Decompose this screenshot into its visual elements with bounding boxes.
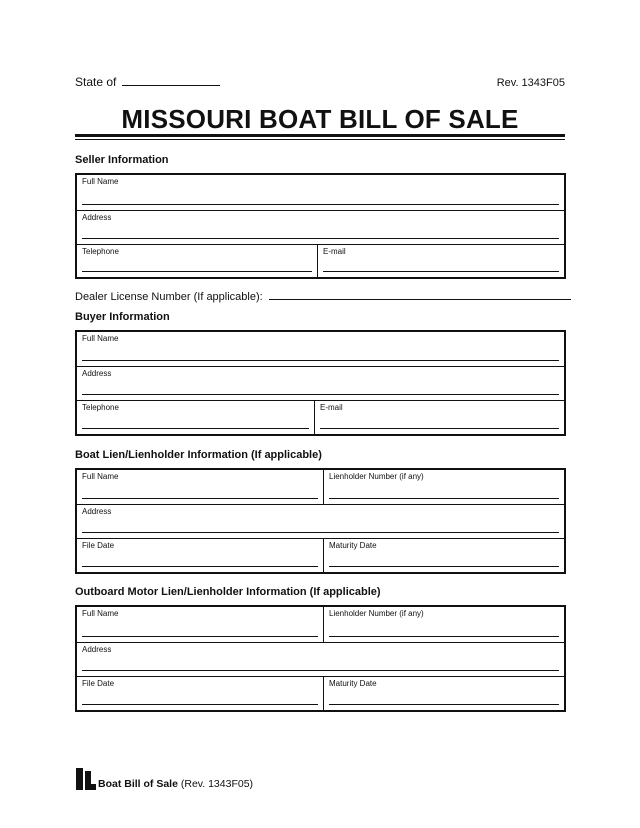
buyer-telephone-label: Telephone <box>82 403 119 412</box>
motor-lien-full-name-field[interactable] <box>77 607 323 642</box>
title-rule-thick <box>75 134 565 137</box>
seller-telephone-field[interactable] <box>77 245 317 277</box>
state-of-label: State of <box>75 75 117 89</box>
seller-address-line <box>82 238 559 239</box>
seller-email-field[interactable] <box>317 245 564 277</box>
dealer-license-input-line[interactable] <box>269 290 571 300</box>
boat-lien-address-field[interactable] <box>77 505 564 538</box>
footer-revision: (Rev. 1343F05) <box>180 778 254 790</box>
motor-lien-maturity-date-field[interactable] <box>323 677 564 710</box>
dealer-license-field <box>75 290 571 303</box>
motor-lien-number-field[interactable] <box>323 607 564 642</box>
motor-lien-address-row <box>77 642 564 676</box>
seller-address-field[interactable] <box>77 211 564 244</box>
motor-lien-full-name-label: Full Name <box>82 609 119 618</box>
motor-lien-maturity-date-label: Maturity Date <box>329 679 377 688</box>
seller-form <box>75 173 566 279</box>
boat-lien-form <box>75 468 566 574</box>
dealer-license-label: Dealer License Number (If applicable): <box>75 291 263 303</box>
motor-lien-address-line <box>82 670 559 671</box>
boat-lien-maturity-date-field[interactable] <box>323 539 564 572</box>
state-of-input-line[interactable] <box>122 76 220 86</box>
boat-lien-full-name-label: Full Name <box>82 472 119 481</box>
seller-full-name-row <box>77 175 564 210</box>
boat-lien-full-name-field[interactable] <box>77 470 323 504</box>
revision-label: Rev. 1343F05 <box>496 77 565 89</box>
buyer-full-name-line <box>82 360 559 361</box>
boat-lien-full-name-line <box>82 498 318 499</box>
state-of-field <box>75 75 220 89</box>
seller-full-name-field[interactable] <box>77 175 564 210</box>
buyer-contact-row <box>77 400 564 434</box>
seller-contact-row <box>77 244 564 277</box>
motor-lien-section-title: Outboard Motor Lien/Lienholder Information (If applicable) <box>75 586 381 598</box>
motor-lien-name-row <box>77 607 564 642</box>
boat-lien-file-date-field[interactable] <box>77 539 323 572</box>
boat-lien-number-line <box>329 498 559 499</box>
motor-lien-dates-row <box>77 676 564 710</box>
footer <box>76 768 253 790</box>
boat-lien-maturity-date-line <box>329 566 559 567</box>
seller-address-label: Address <box>82 213 112 222</box>
buyer-telephone-field[interactable] <box>77 401 314 434</box>
buyer-address-line <box>82 394 559 395</box>
seller-full-name-line <box>82 204 559 205</box>
motor-lien-full-name-line <box>82 636 318 637</box>
footer-doc-name: Boat Bill of Sale <box>98 778 178 790</box>
buyer-email-label: E-mail <box>320 403 343 412</box>
buyer-form <box>75 330 566 436</box>
seller-email-label: E-mail <box>323 247 346 256</box>
boat-lien-address-row <box>77 504 564 538</box>
motor-lien-file-date-field[interactable] <box>77 677 323 710</box>
buyer-email-field[interactable] <box>314 401 564 434</box>
motor-lien-address-field[interactable] <box>77 643 564 676</box>
document-title: MISSOURI BOAT BILL OF SALE <box>121 104 519 134</box>
boat-lien-number-field[interactable] <box>323 470 564 504</box>
boat-lien-address-label: Address <box>82 507 112 516</box>
boat-lien-file-date-label: File Date <box>82 541 115 550</box>
seller-section-title: Seller Information <box>75 154 169 166</box>
motor-lien-number-line <box>329 636 559 637</box>
boat-lien-dates-row <box>77 538 564 572</box>
buyer-address-label: Address <box>82 369 112 378</box>
boat-lien-number-label: Lienholder Number (if any) <box>329 472 424 481</box>
motor-lien-address-label: Address <box>82 645 112 654</box>
buyer-full-name-field[interactable] <box>77 332 564 366</box>
boat-lien-address-line <box>82 532 559 533</box>
buyer-section-title: Buyer Information <box>75 311 170 323</box>
boat-lien-file-date-line <box>82 566 318 567</box>
motor-lien-file-date-line <box>82 704 318 705</box>
boat-lien-name-row <box>77 470 564 504</box>
motor-lien-maturity-date-line <box>329 704 559 705</box>
motor-lien-number-label: Lienholder Number (if any) <box>329 609 424 618</box>
seller-telephone-label: Telephone <box>82 247 119 256</box>
seller-full-name-label: Full Name <box>82 177 119 186</box>
brand-logo-icon <box>76 768 96 790</box>
motor-lien-file-date-label: File Date <box>82 679 115 688</box>
buyer-full-name-label: Full Name <box>82 334 119 343</box>
buyer-address-field[interactable] <box>77 367 564 400</box>
motor-lien-form <box>75 605 566 712</box>
title-rule-thin <box>75 139 565 140</box>
seller-email-line <box>323 271 559 272</box>
buyer-telephone-line <box>82 428 309 429</box>
boat-lien-maturity-date-label: Maturity Date <box>329 541 377 550</box>
boat-lien-section-title: Boat Lien/Lienholder Information (If applicable) <box>75 449 322 461</box>
seller-address-row <box>77 210 564 244</box>
buyer-full-name-row <box>77 332 564 366</box>
buyer-address-row <box>77 366 564 400</box>
buyer-email-line <box>320 428 559 429</box>
seller-telephone-line <box>82 271 312 272</box>
